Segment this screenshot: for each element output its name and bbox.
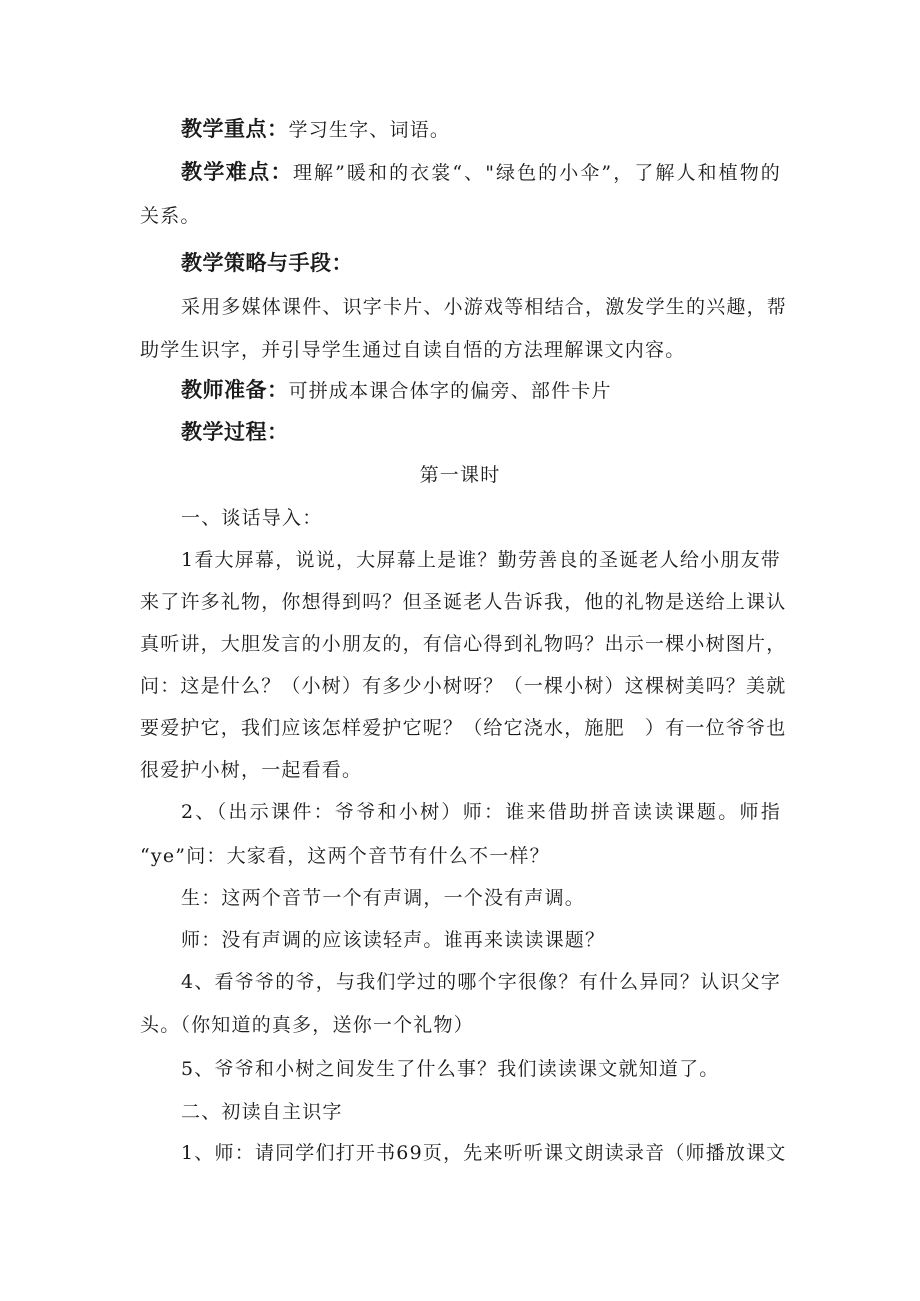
- section1-item4-line: 4、看爷爷的爷，与我们学过的哪个字很像？有什么异同？认识父字: [181, 971, 781, 993]
- section2-item1: 1、师：请同学们打开书69页，先来听听课文朗读录音（师播放课文: [181, 1142, 787, 1164]
- difficulty-row: [181, 160, 781, 185]
- section1-item4-line: 头。（你知道的真多，送你一个礼物）: [140, 1014, 474, 1036]
- preparation-label: 教师准备: [181, 378, 267, 402]
- section2-heading: 二、初读自主识字: [181, 1101, 343, 1123]
- section1-item1-line: 来了许多礼物，你想得到吗？但圣诞老人告诉我，他的礼物是送给上课认: [140, 591, 787, 613]
- key-points-label: 教学重点: [181, 117, 267, 141]
- section1-item1-line: 真听讲，大胆发言的小朋友的，有信心得到礼物吗？出示一棵小树图片，: [140, 633, 787, 655]
- key-points-text: 学习生字、词语。: [288, 119, 451, 141]
- teacher-reply: 师：没有声调的应该读轻声。谁再来读读课题？: [181, 929, 606, 951]
- section1-item1-line: 问：这是什么？（小树）有多少小树呀？（一棵小树）这棵树美吗？美就: [140, 675, 787, 697]
- difficulty-label: 教学难点: [181, 160, 271, 184]
- key-points-row: [181, 117, 450, 142]
- strategy-line-2: 助学生识字，并引导学生通过自读自悟的方法理解课文内容。: [140, 339, 686, 361]
- process-label: 教学过程: [181, 420, 267, 444]
- difficulty-colon: ：: [270, 160, 293, 184]
- section1-heading: 一、谈话导入：: [181, 507, 323, 529]
- preparation-row: [181, 378, 612, 403]
- section1-item1-line: 1看大屏幕，说说，大屏幕上是谁？勤劳善良的圣诞老人给小朋友带: [181, 549, 781, 571]
- lesson-title: 第一课时: [419, 464, 501, 486]
- section1-item5: 5、爷爷和小树之间发生了什么事？我们读读课文就知道了。: [181, 1058, 720, 1080]
- preparation-text: 可拼成本课合体字的偏旁、部件卡片: [288, 380, 612, 402]
- process-colon: ：: [267, 420, 289, 444]
- preparation-colon: ：: [267, 378, 289, 402]
- section1-item2-line: “ye”问：大家看，这两个音节有什么不一样？: [140, 845, 550, 867]
- difficulty-line-2: 关系。: [140, 205, 201, 227]
- section1-item1-line: 要爱护它，我们应该怎样爱护它呢？（给它浇水，施肥 ）有一位爷爷也: [140, 717, 787, 739]
- key-points-colon: ：: [267, 117, 289, 141]
- strategy-heading-row: [181, 251, 353, 276]
- strategy-line-1: 采用多媒体课件、识字卡片、小游戏等相结合，激发学生的兴趣，帮: [181, 296, 788, 318]
- strategy-label: 教学策略与手段: [181, 251, 332, 275]
- section1-item2-line: 2、（出示课件：爷爷和小树）师：谁来借助拼音读读课题。师指: [181, 801, 781, 823]
- process-heading-row: [181, 420, 289, 445]
- strategy-colon: ：: [331, 251, 353, 275]
- student-answer: 生：这两个音节一个有声调，一个没有声调。: [181, 887, 586, 909]
- difficulty-line-1: 理解”暖和的衣裳“、"绿色的小伞”，了解人和植物的: [292, 162, 782, 184]
- section1-item1-line: 很爱护小树，一起看看。: [140, 759, 363, 781]
